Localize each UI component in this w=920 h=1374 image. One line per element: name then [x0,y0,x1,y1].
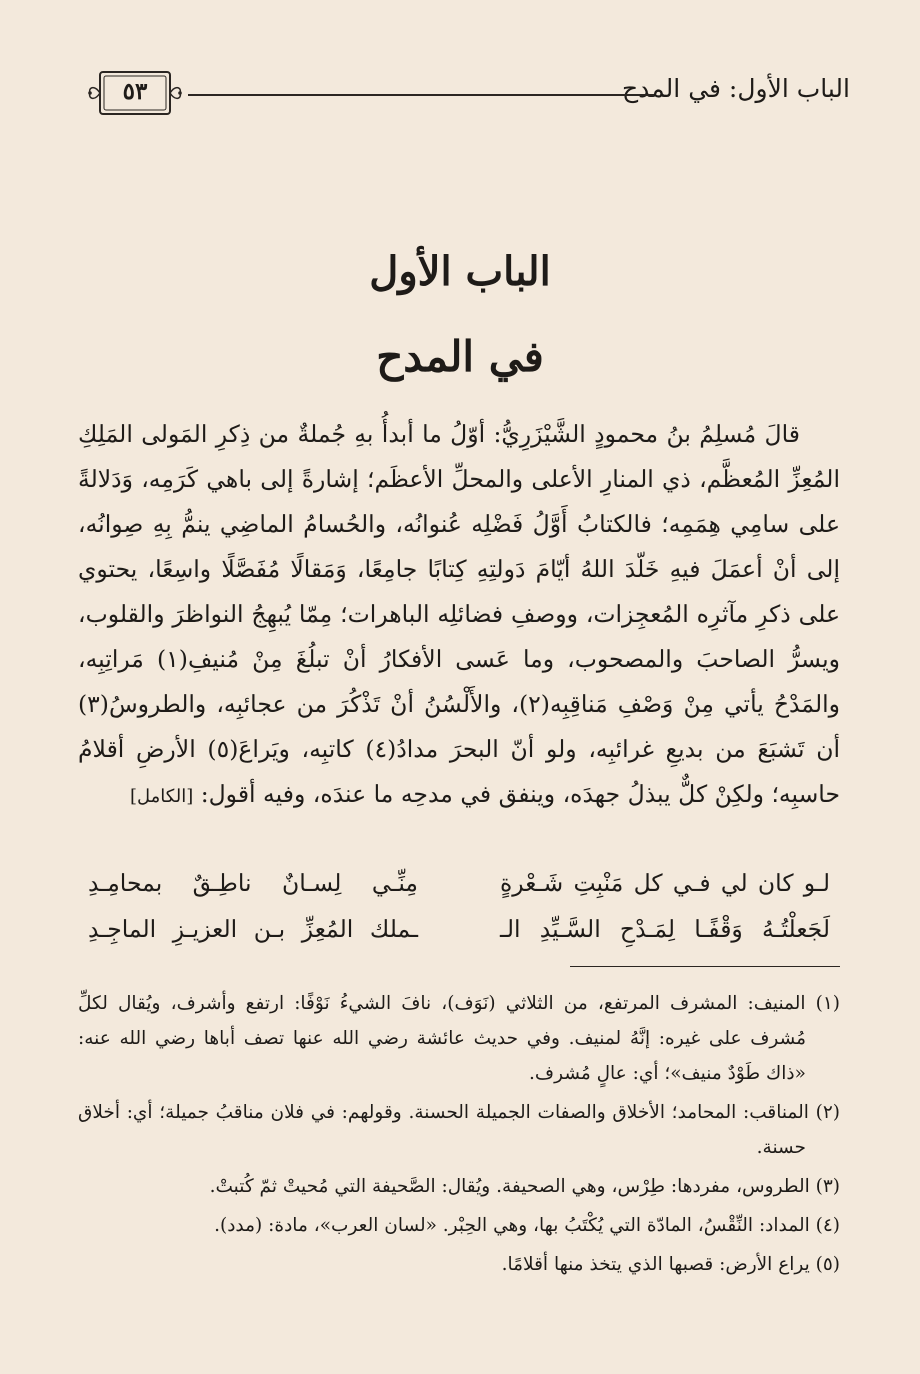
main-text [78,412,840,819]
footnote-separator [570,966,840,967]
footnote-5: (٥) يراع الأرض: قصبها الذي يتخذ منها أقلامًا. [501,1254,840,1275]
running-header [80,64,850,128]
body-text-6: الأرضِ أقلامُ حاسبِه؛ ولكِنْ كلٌّ يبذلُ جهدَه، وينفق في مدحِه ما عندَه، وفيه أقول: [78,735,840,808]
verse-second-hemistich: مِنِّـي لِسـانٌ ناطِـقٌ بمحامِـدِ [88,869,418,897]
page-number: ٥٣ [122,78,148,105]
poem-meter: [الكامل] [129,786,194,807]
footnotes [78,986,840,1286]
footnote-4: (٤) المداد: النِّقْسُ، المادّة التي يُكْتَبُ بها، وهي الحِبْر. «لسان العرب»، مادة: (مدد). [214,1215,840,1236]
verse-first-hemistich: لَجَعلْتُـهُ وَقْفًـا لِمَـدْحِ السَّـيِّدِ الـ [500,915,830,943]
body-text-3: ، والأَلْسُنُ أنْ تَذْكُرَ من عجائبِه، والطروسُ [108,690,519,718]
poem-verse [78,906,840,952]
body-text-4: أن تَشبَعَ من بديعِ غرائبِه، ولو أنّ البحرَ مدادُ [396,735,841,763]
verse-second-hemistich: ـملك المُعِزِّ بـن العزيـزِ الماجِـدِ [88,915,418,943]
running-title: الباب الأول: في المدح [621,74,850,103]
chapter-subtitle: في المدح [376,332,544,381]
body-text-5: كاتبِه، ويَراعَ [238,735,366,763]
intro-text: قالَ مُسلِمُ بنُ محمودٍ الشَّيْزَرِيُّ: أوّلُ ما أبدأُ بهِ جُملةٌ من ذِكرِ المَولى المَلِكِ المُعِزِّ المُعظَّم، ذي المنارِ الأعلى والمحلِّ الأعظَم؛ إشارةً إلى باهي كَرَمِه، وَدَلالةً على سامِي هِمَمِه؛ فالكتابُ أَوَّلُ فَضْلِه عُنوانُه، والحُسامُ الماضِي ينمُّ بِهِ صِوانُه، إلى أنْ أعمَلَ فيهِ خَلّدَ اللهُ أيّامَ دَولتِهِ كِتابًا جامِعًا، وَمَقالًا مُفَصَّلًا واسِعًا، يحتوي على ذكرِ مآثرِه المُعجِزات، ووصفِ فضائلِه الباهرات؛ مِمّا يُبهِجُ النواظرَ والقلوب، ويسرُّ الصاحبَ والمصحوب، وما عَسى الأفكارُ أنْ تبلُغَ مِنْ مُنيفِ [78,420,840,673]
footnote-ref-1: (١) [156,645,188,673]
footnote-ref-2: (٢) [518,690,550,718]
intro-paragraph [78,412,840,819]
verse-first-hemistich: لـو كان لي فـي كل مَنْبِتِ شَـعْرةٍ [500,869,830,897]
footnote-3: (٣) الطروس، مفردها: طِرْس، وهي الصحيفة. ويُقال: الصَّحيفة التي مُحيتْ ثمّ كُتبتْ. [209,1176,840,1197]
footnote-1: (١) المنيف: المشرف المرتفع، من الثلاثي (نَوَف)، نافَ الشيءُ نَوْفًا: ارتفع وأشرف، ويُقال لكلِّ مُشرف على غيره: إنَّهُ لمنيف. وفي حديث عائشة رضي الله عنها تصف أباها رضي الله عنه: «ذاك طَوْدٌ منيف»؛ أي: عالٍ مُشرف. [78,993,840,1084]
poem-verse [78,860,840,906]
footnote-ref-5: (٥) [207,735,239,763]
chapter-title: الباب الأول [369,248,551,295]
header-rule [188,94,654,96]
page-number-frame [86,68,184,118]
poem [78,860,840,952]
footnote-ref-3: (٣) [78,690,109,718]
body-text-2: مَراتِبِه، والمَدْحُ يأتي مِنْ وَصْفِ مَناقِبِه [78,645,840,718]
footnote-2: (٢) المناقب: المحامد؛ الأخلاق والصفات الجميلة الحسنة. وقولهم: في فلان مناقبُ جميلة؛ أي: أخلاق حسنة. [78,1102,840,1158]
footnote-ref-4: (٤) [365,735,397,763]
